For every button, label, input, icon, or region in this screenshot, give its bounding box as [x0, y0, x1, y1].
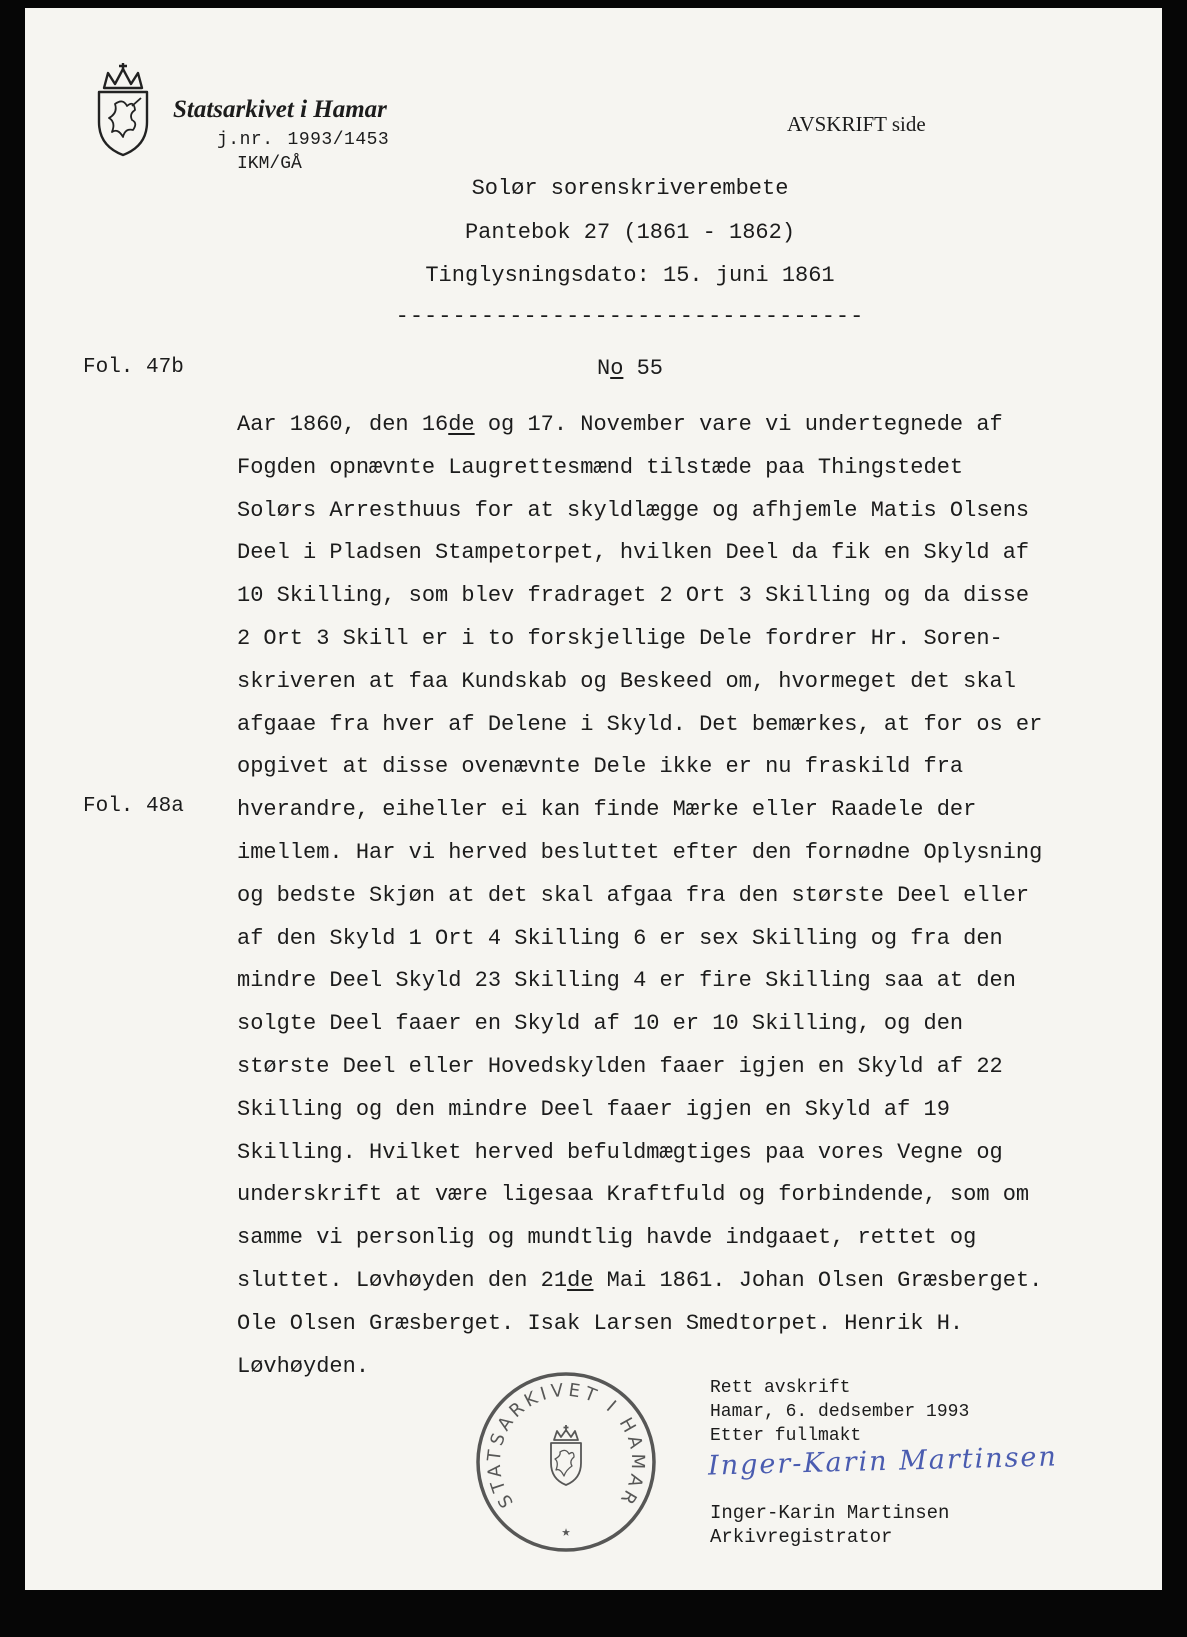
- signer-name: Inger-Karin Martinsen: [710, 1502, 950, 1524]
- document-line: af den Skyld 1 Ort 4 Skilling 6 er sex Skilling og fra den: [237, 925, 1003, 951]
- folio-note-48a: Fol. 48a: [83, 795, 184, 818]
- certification-line: Rett avskrift: [710, 1378, 851, 1398]
- document-line: afgaae fra hver af Delene i Skyld. Det bemærkes, at for os er: [237, 711, 1043, 737]
- journal-label: j.nr.: [217, 130, 274, 150]
- journal-number: 1993/1453: [287, 130, 390, 150]
- document-line: Skilling og den mindre Deel faaer igjen en Skyld af 19: [237, 1096, 950, 1122]
- record-number: No 55: [596, 356, 663, 381]
- handwritten-signature: Inger-Karin Martinsen: [707, 1441, 1059, 1482]
- title-office: Solør sorenskriverembete: [471, 176, 789, 201]
- document-line: skriveren at faa Kundskab og Beskeed om, hvormeget det skal: [237, 668, 1016, 694]
- signer-title: Arkivregistrator: [710, 1526, 893, 1548]
- document-line: sluttet. Løvhøyden den 21de Mai 1861. Johan Olsen Græsberget.: [237, 1267, 1043, 1293]
- transcript-page-label: AVSKRIFT side: [787, 112, 926, 136]
- document-line: mindre Deel Skyld 23 Skilling 4 er fire Skilling saa at den: [237, 968, 1016, 994]
- certification-line: Etter fullmakt: [710, 1426, 862, 1446]
- document-line: Ole Olsen Græsberget. Isak Larsen Smedtorpet. Henrik H.: [237, 1310, 964, 1336]
- archive-stamp: [468, 1364, 664, 1560]
- title-book: Pantebok 27 (1861 - 1862): [464, 220, 796, 245]
- document-line: Aar 1860, den 16de og 17. November vare vi undertegnede af: [237, 412, 1003, 437]
- document-line: Løvhøyden.: [237, 1353, 370, 1379]
- stamp-text-curve: STATSARKIVET I HAMAR: [483, 1379, 649, 1512]
- archive-name: Statsarkivet i Hamar: [173, 96, 387, 123]
- document-line: Solørs Arresthuus for at skyldlægge og afhjemle Matis Olsens: [237, 497, 1030, 523]
- document-line: Fogden opnævnte Laugrettesmænd tilstæde paa Thingstedet: [237, 454, 964, 480]
- reference-initials: IKM/GÅ: [237, 154, 302, 174]
- record-body: [237, 404, 1097, 1388]
- folio-note-47b: Fol. 47b: [83, 356, 184, 379]
- document-page: [25, 8, 1162, 1590]
- document-line: største Deel eller Hovedskylden faaer igjen en Skyld af 22: [237, 1053, 1003, 1079]
- certification-line: Hamar, 6. dedsember 1993: [710, 1402, 970, 1422]
- document-line: Deel i Pladsen Stampetorpet, hvilken Deel da fik en Skyld af: [237, 540, 1030, 566]
- stamp-crest-icon: [551, 1425, 581, 1485]
- title-divider: ---------------------------------: [395, 304, 865, 329]
- document-line: 10 Skilling, som blev fradraget 2 Ort 3 Skilling og da disse: [237, 583, 1030, 609]
- document-line: Skilling. Hvilket herved befuldmægtiges paa vores Vegne og: [237, 1139, 1003, 1165]
- stamp-star-icon: ★: [561, 1524, 571, 1541]
- document-line: solgte Deel faaer en Skyld af 10 er 10 Skilling, og den: [237, 1011, 964, 1037]
- document-line: opgivet at disse ovenævnte Dele ikke er nu fraskild fra: [237, 754, 964, 780]
- title-date: Tinglysningsdato: 15. juni 1861: [425, 263, 835, 288]
- journal-number-line: [217, 130, 389, 150]
- document-line: hverandre, eiheller ei kan finde Mærke eller Raadele der: [237, 797, 977, 823]
- coat-of-arms-icon: [88, 60, 158, 160]
- document-line: 2 Ort 3 Skill er i to forskjellige Dele fordrer Hr. Soren-: [237, 625, 1003, 651]
- certification-block: [710, 1376, 969, 1448]
- document-line: imellem. Har vi herved besluttet efter den fornødne Oplysning: [237, 839, 1043, 865]
- document-line: samme vi personlig og mundtlig havde indgaaet, rettet og: [237, 1225, 977, 1251]
- document-line: og bedste Skjøn at det skal afgaa fra den største Deel eller: [237, 882, 1030, 908]
- document-line: underskrift at være ligesaa Kraftfuld og forbindende, som om: [237, 1182, 1030, 1208]
